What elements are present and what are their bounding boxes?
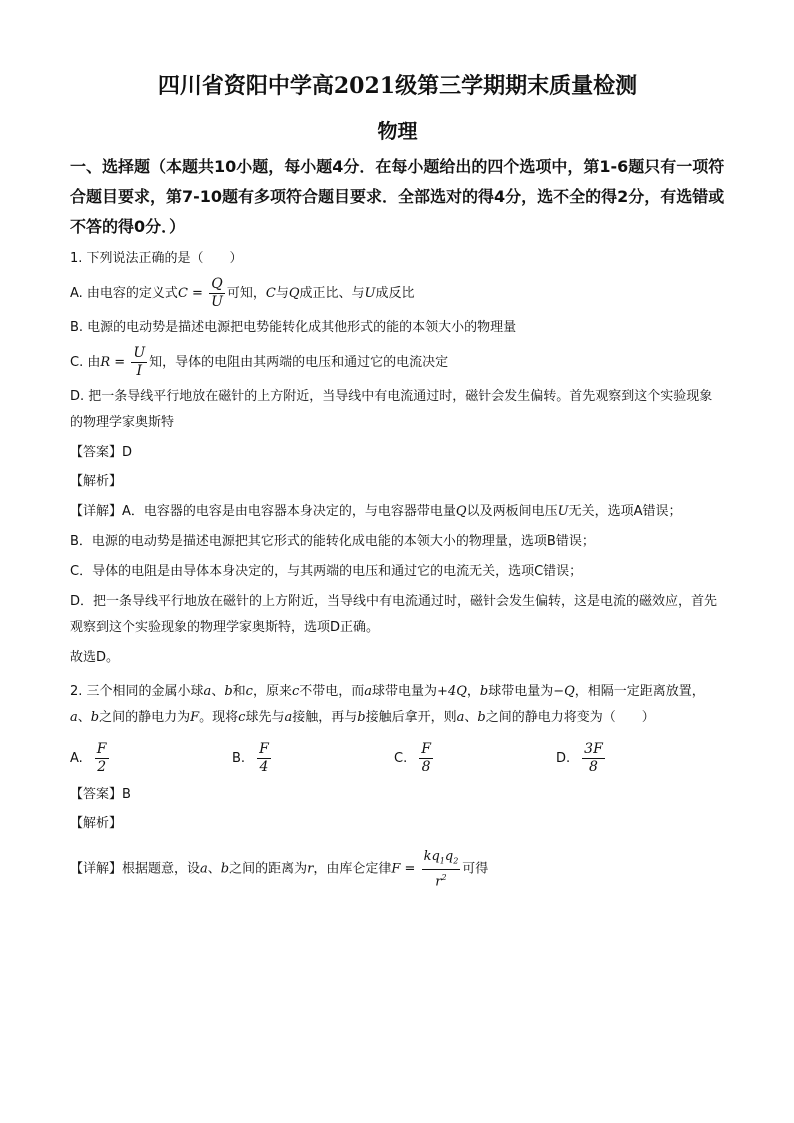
q1-option-d: D. 把一条导线平行地放在磁针的上方附近，当导线中有电流通过时，磁针会发生偏转。首先观察到这个实验现象的物理学家奥斯特 — [70, 389, 713, 430]
q2-c3: c — [238, 710, 246, 725]
law-sub1: 1 — [439, 856, 445, 866]
q2-s13: 球先与 — [245, 710, 285, 725]
q2-detail-post: 可得 — [462, 861, 489, 877]
q1-detail-q: Q — [455, 504, 467, 519]
q2-s7: ， — [466, 684, 480, 699]
q2-opt-den: 8 — [421, 758, 431, 775]
q2-s5: 不带电，而 — [299, 684, 365, 699]
q2-s2: 、 — [211, 684, 225, 699]
q2-s3: 和 — [232, 684, 246, 699]
document-page — [70, 62, 725, 893]
q1-a-num: Q — [211, 276, 223, 292]
q2-s9: ，相隔一定距离放置， — [574, 684, 705, 699]
q2-detail-s1: 、 — [207, 861, 221, 877]
q1-c-text: 知，导体的电阻由其两端的电压和通过它的电流决定 — [149, 355, 449, 370]
q2-option-fraction — [257, 741, 271, 776]
q2-a5: a — [456, 710, 465, 725]
q1-a-text2: 与 — [275, 286, 289, 301]
q1-conclusion: 故选D。 — [70, 650, 120, 665]
q2-b2: b — [479, 684, 489, 699]
q2-s4: ，原来 — [252, 684, 292, 699]
q1-option-a — [70, 276, 725, 311]
q2-option-fraction — [95, 741, 109, 776]
q1-c-prefix: C. 由 — [70, 355, 101, 370]
q2-a3: a — [70, 710, 78, 725]
q2-detail-b: b — [220, 861, 230, 877]
q1-a-eq: = — [187, 286, 208, 301]
q2-s6: 球带电量为 — [372, 684, 438, 699]
exam-title: 四川省资阳中学高2021级第三学期期末质量检测 — [157, 73, 638, 99]
q2-c1: c — [245, 684, 253, 699]
section-intro: 一、选择题（本题共10小题，每小题4分．在每小题给出的四个选项中，第1-6题只有一项符合题目要求，第7-10题有多项符合题目要求．全部选对的得4分，选不全的得2分，有选错或不答的得0分．） — [70, 157, 725, 236]
q2-s10: 、 — [77, 710, 91, 725]
subject-title: 物理 — [377, 119, 418, 143]
q2-s1: 2. 三个相同的金属小球 — [70, 684, 204, 699]
q2-s15: 接触后拿开，则 — [365, 710, 457, 725]
q2-a2: a — [364, 684, 373, 699]
q2-b3: b — [90, 710, 100, 725]
q2-s14: 接触，再与 — [292, 710, 358, 725]
q2-option-a — [70, 741, 232, 776]
q1-c-symbol: R — [100, 355, 111, 370]
q2-a4: a — [284, 710, 293, 725]
q1-a-u: U — [364, 286, 376, 301]
q1-a-text4: 成反比 — [375, 286, 415, 301]
q2-charge-a: +4Q — [437, 684, 467, 699]
q1-answer: 【答案】D — [70, 445, 133, 460]
q2-opt-num: F — [421, 740, 431, 757]
q2-option-label: D. — [556, 750, 571, 766]
q2-s11: 之间的静电力为 — [99, 710, 191, 725]
coulomb-law-fraction — [422, 849, 461, 889]
q2-detail-s2: 之间的距离为 — [229, 861, 308, 877]
q1-c-fraction — [131, 345, 147, 380]
q2-b1: b — [224, 684, 233, 699]
q2-option-label: A. — [70, 750, 83, 766]
q1-a-q: Q — [288, 286, 300, 301]
coulomb-den — [433, 870, 448, 889]
q2-detail-f: F — [391, 861, 401, 877]
q2-detail — [70, 849, 725, 889]
q2-detail-s3: ，由库仑定律 — [313, 861, 392, 877]
q1-c-eq: = — [110, 355, 130, 370]
q2-detail-pre: 【详解】根据题意，设 — [70, 861, 201, 877]
law-q: q — [444, 849, 454, 864]
q1-detail-pre: 【详解】A．电容器的电容是由电容器本身决定的，与电容器带电量 — [70, 504, 456, 519]
q2-b5: b — [477, 710, 486, 725]
q2-opt-den: 2 — [97, 758, 107, 775]
q2-a1: a — [203, 684, 212, 699]
q2-s12: 。现将 — [199, 710, 239, 725]
q2-detail-r: r — [307, 861, 314, 877]
q1-analysis-label: 【解析】 — [70, 474, 123, 489]
q1-detail-post: 无关，选项A错误； — [568, 504, 682, 519]
law-kq: kq — [423, 849, 440, 864]
q1-a-text1: 可知， — [226, 286, 266, 301]
q2-detail-a: a — [200, 861, 208, 877]
q2-analysis-label: 【解析】 — [70, 816, 123, 831]
q2-option-fraction — [582, 741, 605, 776]
q2-option-fraction — [419, 741, 433, 776]
q2-detail-eq: = — [400, 861, 420, 877]
q2-option-d — [556, 741, 718, 776]
q2-option-c — [394, 741, 556, 776]
q1-a-fraction — [209, 276, 225, 311]
q2-opt-den: 8 — [589, 758, 598, 775]
q1-detail-c: C．导体的电阻是由导体本身决定的，与其两端的电压和通过它的电流无关，选项C错误； — [70, 564, 583, 579]
q2-charge-b: −Q — [553, 684, 575, 699]
q2-s17: 之间的静电力将变为（ ） — [485, 710, 655, 725]
q2-options — [70, 737, 725, 779]
q2-f1: F — [190, 710, 200, 725]
q2-opt-den: 4 — [259, 758, 269, 775]
q1-a-symbol: C — [177, 286, 188, 301]
q1-detail-b: B．电源的电动势是描述电源把其它形式的能转化成电能的本领大小的物理量，选项B错误； — [70, 534, 595, 549]
q2-option-label: C. — [394, 750, 408, 766]
q1-detail-u: U — [557, 504, 569, 519]
q1-option-c — [70, 345, 725, 380]
q1-option-b: B. 电源的电动势是描述电源把电势能转化成其他形式的能的本领大小的物理量 — [70, 320, 517, 335]
q1-a-prefix: A. 由电容的定义式 — [70, 286, 178, 301]
q2-s16: 、 — [464, 710, 478, 725]
q2-c2: c — [291, 684, 300, 699]
q2-b4: b — [357, 710, 366, 725]
q1-c-num: U — [133, 345, 146, 361]
q2-option-label: B. — [232, 750, 246, 766]
law-r: r — [435, 873, 442, 889]
q2-opt-num: 3F — [584, 740, 603, 757]
q1-detail-mid: 以及两板间电压 — [466, 504, 558, 519]
q2-opt-num: F — [259, 740, 269, 757]
coulomb-num — [422, 849, 461, 870]
q2-stem — [70, 679, 725, 731]
q1-detail-d: D．把一条导线平行地放在磁针的上方附近，当导线中有电流通过时，磁针会发生偏转，这是电流的磁效应，首先观察到这个实验现象的物理学家奥斯特，选项D正确。 — [70, 594, 718, 635]
q2-s8: 球带电量为 — [488, 684, 554, 699]
q2-opt-num: F — [96, 740, 107, 757]
q2-answer: 【答案】B — [70, 787, 131, 802]
law-sub2: 2 — [453, 856, 459, 866]
q1-stem: 1. 下列说法正确的是（ ） — [70, 251, 243, 266]
q1-a-text3: 成正比、与 — [299, 286, 365, 301]
q1-c-den: I — [136, 363, 142, 379]
q1-a-c: C — [265, 286, 276, 301]
q1-a-den: U — [211, 294, 223, 310]
q1-detail-a — [70, 499, 725, 525]
law-pow: 2 — [441, 872, 447, 882]
q2-option-b — [232, 741, 394, 776]
